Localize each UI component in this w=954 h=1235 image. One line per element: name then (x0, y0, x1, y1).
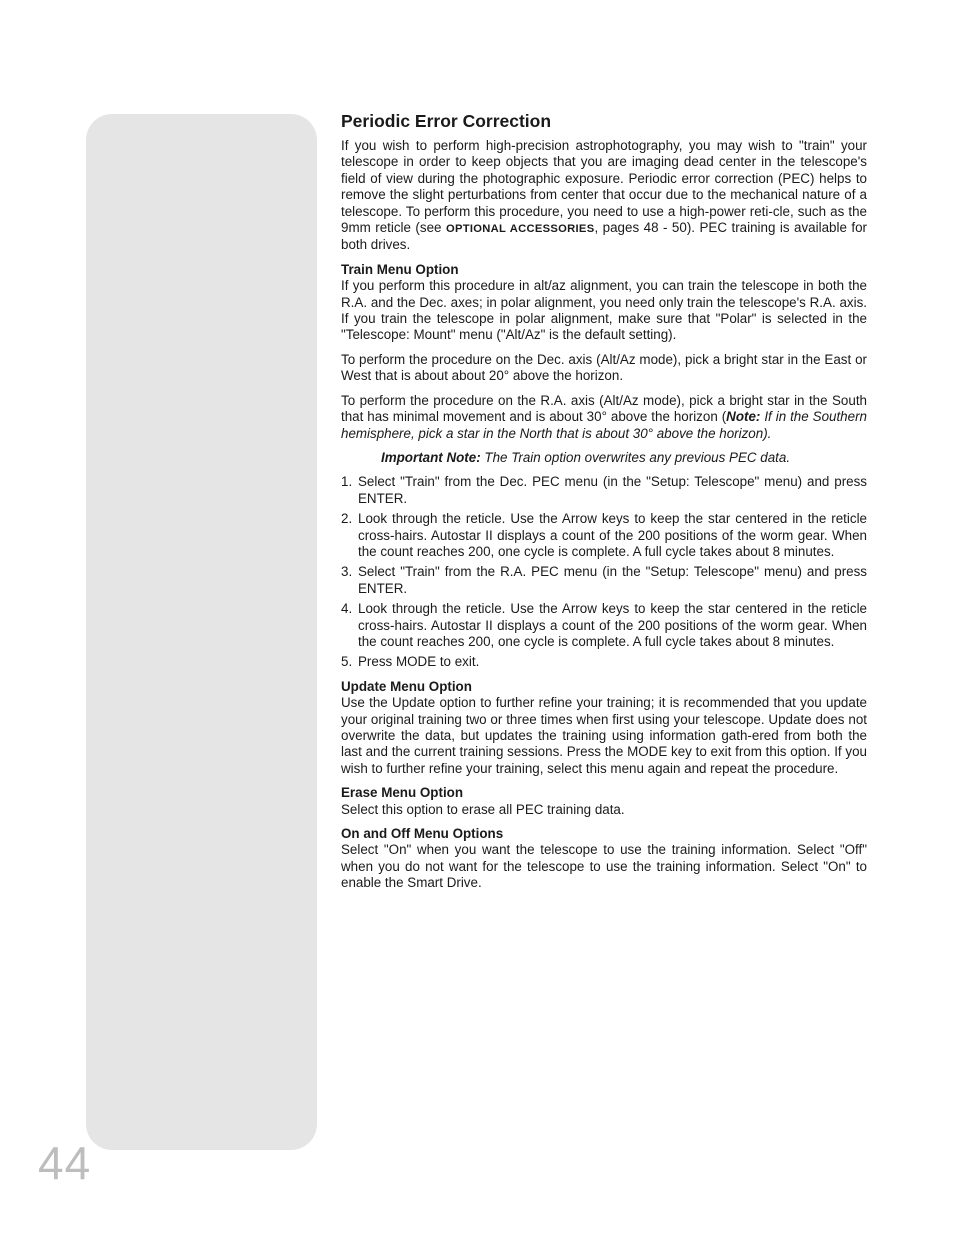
list-item (341, 564, 867, 597)
list-item (341, 511, 867, 560)
onoff-paragraph (341, 826, 867, 892)
intro-paragraph (341, 138, 867, 254)
train-heading: Train Menu Option (341, 261, 459, 277)
update-heading: Update Menu Option (341, 678, 472, 694)
note-label: Note: (726, 409, 761, 425)
note-text: If in the Southern hemisphere, pick a star in the North that is about 30° above the horizon). (341, 409, 867, 441)
train-text-1: If you perform this procedure in alt/az alignment, you can train the telescope in both the R.A. and the Dec. axes; in polar alignment, you need only train the telescope's R.A. axis. If you train the telescope in polar alignment, make sure that "Polar" is selected in the "Telescope: Mount" menu ("Alt/Az" is the default setting). (341, 278, 867, 343)
onoff-text: Select "On" when you want the telescope to use the training information. Select "Off" when you do not want for the telescope to use the training information. Select "On" to enable the Smart Drive. (341, 842, 867, 891)
step-text: Select "Train" from the R.A. PEC menu (in the "Setup: Telescope" menu) and press ENTER. (358, 564, 867, 596)
important-note-text: The Train option overwrites any previous PEC data. (480, 449, 791, 465)
step-text: Look through the reticle. Use the Arrow keys to keep the star centered in the reticle cross-hairs. Autostar II displays a count of the 200 positions of the worm gear. When the count reaches 200, one cycle is complete. A full cycle takes about 8 minutes. (358, 601, 867, 649)
important-note-label: Important Note: (381, 449, 481, 465)
erase-text: Select this option to erase all PEC training data. (341, 801, 625, 817)
train-paragraph-3 (341, 393, 867, 442)
list-item (341, 601, 867, 650)
important-note (341, 450, 867, 466)
step-text: Press MODE to exit. (358, 654, 480, 670)
train-paragraph-2: To perform the procedure on the Dec. axis (Alt/Az mode), pick a bright star in the East or West that is about about 20° above the horizon. (341, 351, 867, 384)
update-text: Use the Update option to further refine your training; it is recommended that you update your original training two or three times when first using your telescope. Update does not overwrite the data, but updates the training using information gath-ered from both the last and the current training sessions. Press the MODE key to exit from this option. If you wish to further refine your training, select this menu again and repeat the procedure. (341, 695, 867, 776)
step-text: Look through the reticle. Use the Arrow keys to keep the star centered in the reticle cross-hairs. Autostar II displays a count of the 200 positions of the worm gear. When the count reaches 200, one cycle is complete. A full cycle takes about 8 minutes. (358, 511, 867, 559)
step-number: 1. (341, 474, 353, 490)
onoff-heading: On and Off Menu Options (341, 826, 504, 842)
list-item (341, 654, 867, 670)
train-steps-list (341, 474, 867, 670)
step-number: 3. (341, 564, 353, 580)
step-number: 2. (341, 511, 353, 527)
page-number: 44 (38, 1137, 92, 1189)
update-paragraph (341, 679, 867, 777)
train-text-3: To perform the procedure on the R.A. axis (Alt/Az mode), pick a bright star in the South that has minimal movement and is about 30° above the horizon ( (341, 392, 867, 425)
step-number: 5. (341, 654, 353, 670)
train-paragraph-1 (341, 262, 867, 344)
step-number: 4. (341, 601, 353, 617)
page-content (341, 110, 867, 900)
sidebar-panel (86, 114, 317, 1150)
intro-text: If you wish to perform high-precision astrophotography, you may wish to "train" your telescope in order to keep objects that you are imaging dead center in the telescope's field of view during the photographic exposure. Periodic error correction (PEC) helps to remove the slight perturbations from center that occur due to the mechanical nature of a telescope. To perform this procedure, you need to use a high-power reti-cle, such as the 9mm reticle (see (341, 138, 867, 236)
intro-text-end: , pages 48 - 50). PEC training is available for both drives. (341, 220, 868, 253)
section-title: Periodic Error Correction (341, 111, 552, 131)
erase-heading: Erase Menu Option (341, 785, 464, 801)
erase-paragraph (341, 785, 867, 818)
list-item (341, 474, 867, 507)
accessories-reference: OPTIONAL ACCESSORIES (445, 223, 595, 236)
step-text: Select "Train" from the Dec. PEC menu (in the "Setup: Telescope" menu) and press ENTER. (358, 474, 867, 506)
